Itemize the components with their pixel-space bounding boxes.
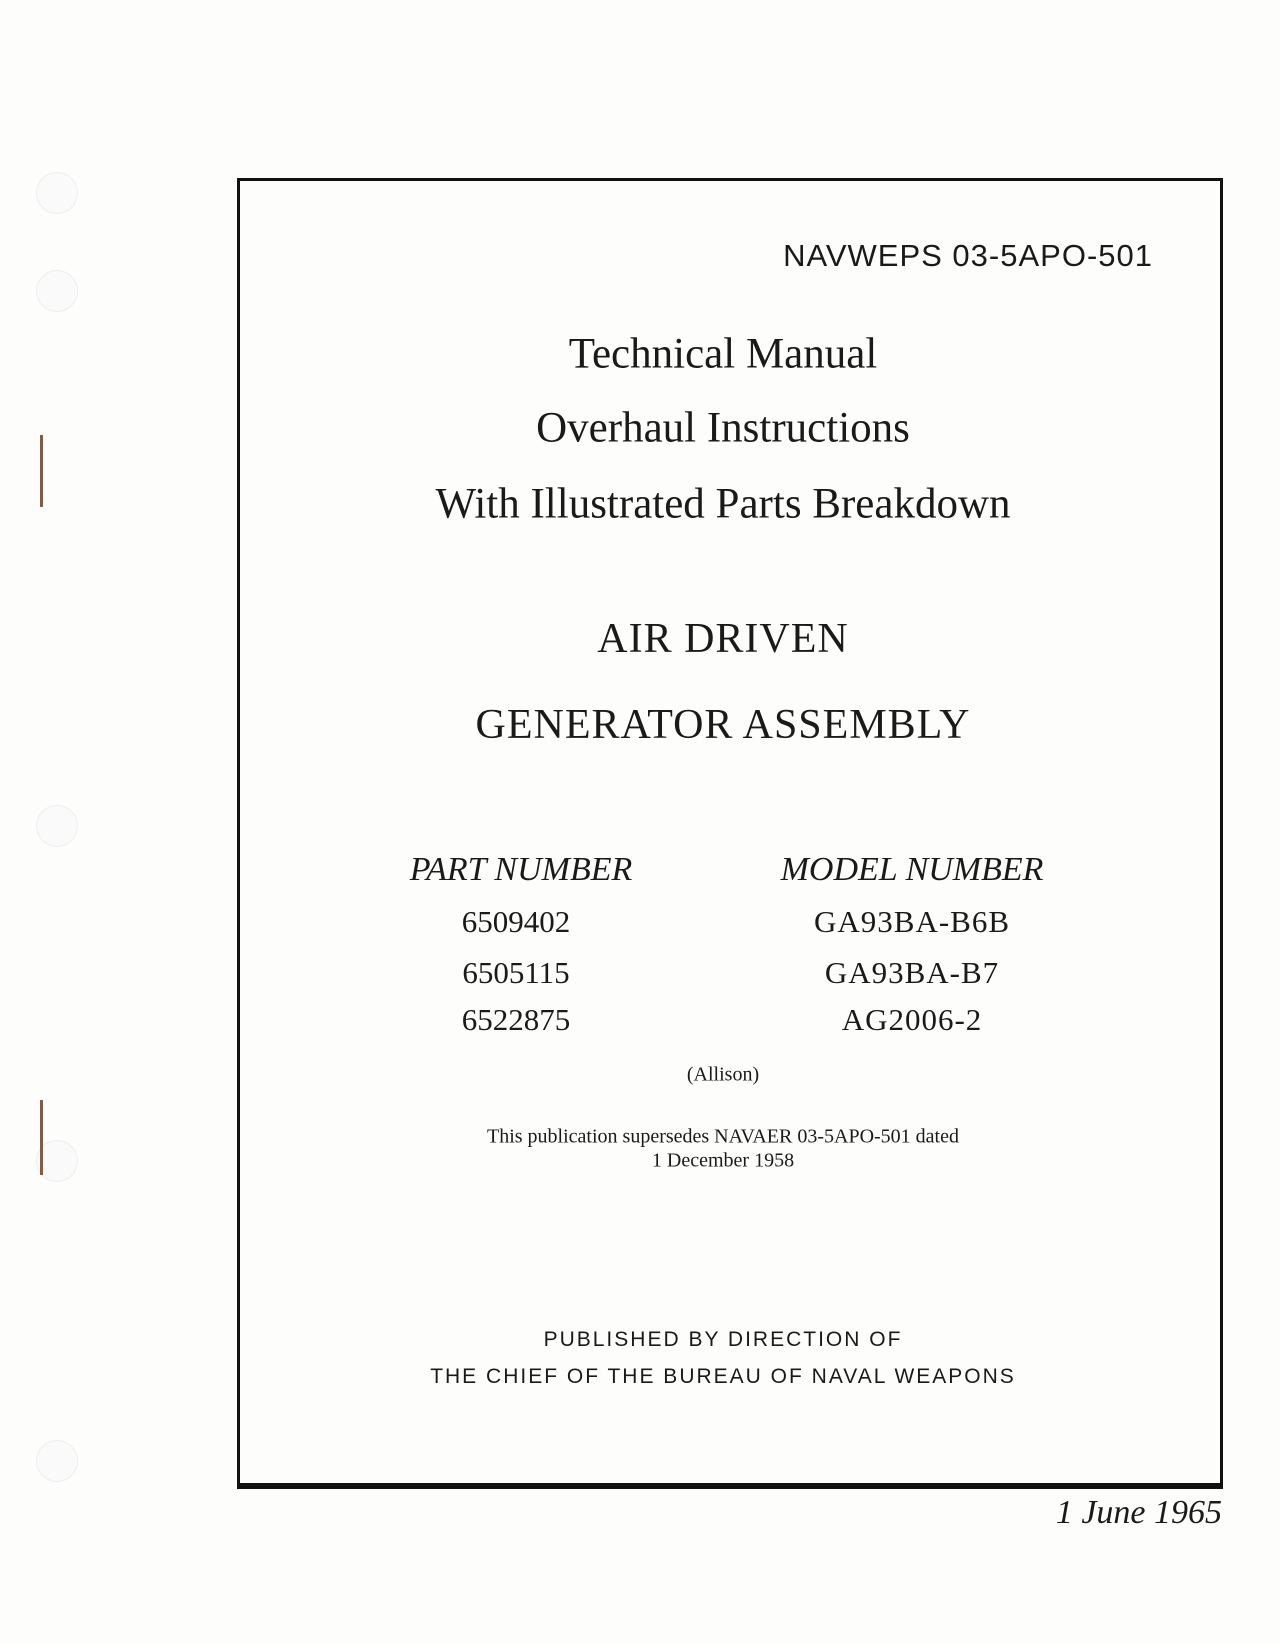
- supersedes-line-1: This publication supersedes NAVAER 03-5APO-501 dated: [487, 1125, 959, 1148]
- document-number: NAVWEPS 03-5APO-501: [783, 238, 1153, 273]
- supersedes-line-2: 1 December 1958: [651, 1149, 795, 1172]
- part-number: 6505115: [462, 955, 570, 990]
- punch-hole: [36, 270, 78, 312]
- subject-line-2: GENERATOR ASSEMBLY: [475, 702, 971, 748]
- model-number-header: MODEL NUMBER: [780, 851, 1044, 888]
- part-number: 6522875: [461, 1002, 571, 1037]
- punch-hole: [36, 805, 78, 847]
- binding-mark: [40, 435, 43, 507]
- part-number: 6509402: [461, 904, 571, 939]
- subject-line-1: AIR DRIVEN: [597, 616, 849, 662]
- manufacturer: (Allison): [686, 1063, 760, 1086]
- model-number: AG2006-2: [841, 1002, 983, 1037]
- punch-hole: [36, 172, 78, 214]
- punch-hole: [36, 1440, 78, 1482]
- publication-date: 1 June 1965: [1055, 1494, 1222, 1531]
- title-line-1: Technical Manual: [568, 330, 878, 378]
- binding-mark: [40, 1100, 43, 1175]
- publisher-line-2: THE CHIEF OF THE BUREAU OF NAVAL WEAPONS: [430, 1365, 1016, 1388]
- part-number-header: PART NUMBER: [409, 851, 633, 888]
- title-line-2: Overhaul Instructions: [536, 404, 910, 452]
- publisher-line-1: PUBLISHED BY DIRECTION OF: [543, 1328, 903, 1351]
- model-number: GA93BA-B6B: [813, 904, 1011, 939]
- model-number: GA93BA-B7: [824, 955, 1000, 990]
- title-line-3: With Illustrated Parts Breakdown: [435, 480, 1011, 528]
